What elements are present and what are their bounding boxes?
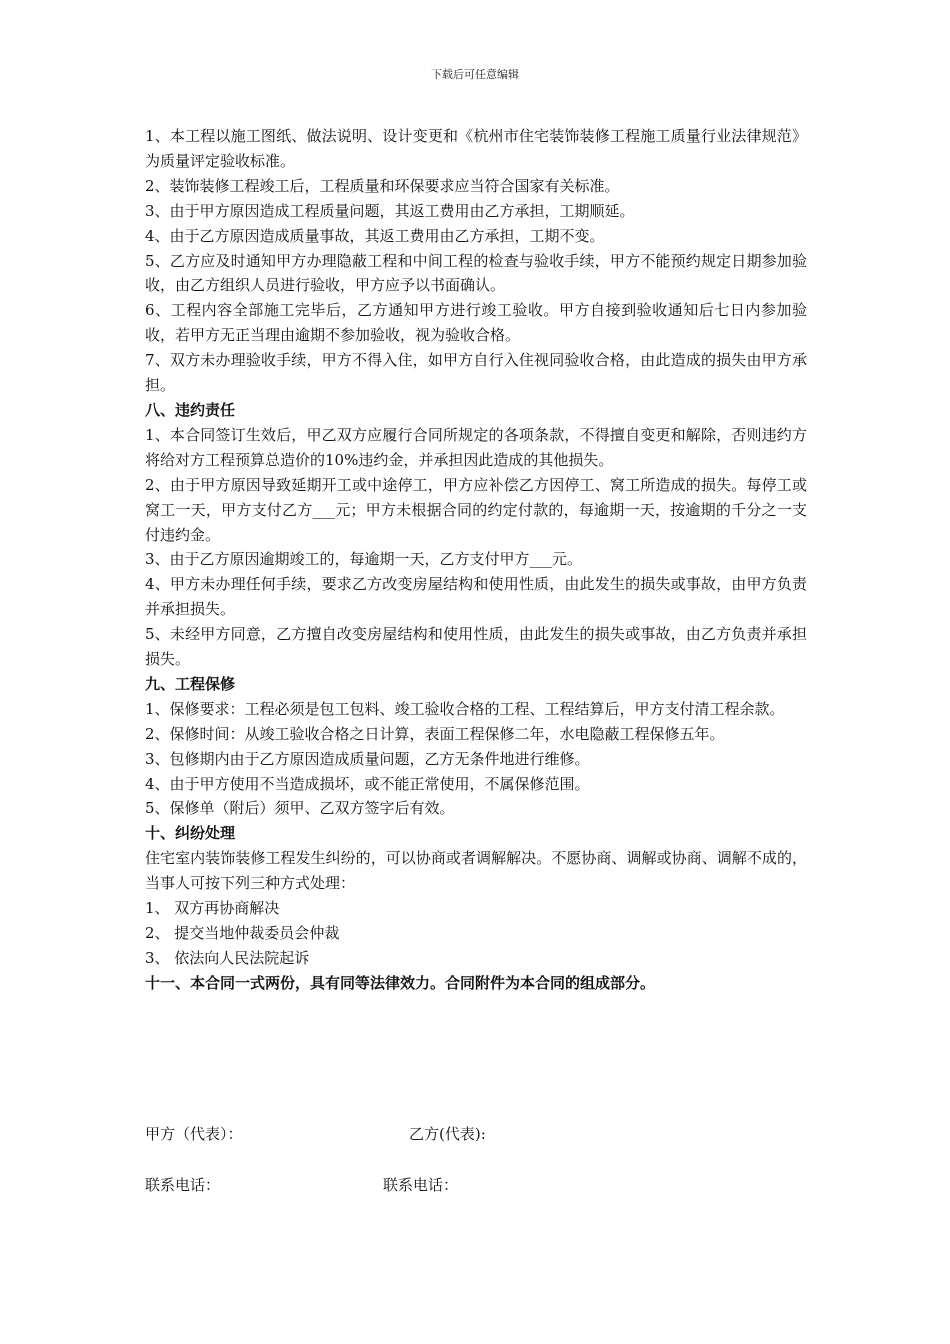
- clause-paragraph: 4、由于乙方原因造成质量事故，其返工费用由乙方承担，工期不变。: [145, 226, 605, 245]
- party-a-phone-label: 联系电话：: [145, 1176, 221, 1194]
- clause-paragraph: 2、由于甲方原因导致延期开工或中途停工，甲方应补偿乙方因停工、窝工所造成的损失。每停工或窝工一天，甲方支付乙方___元；甲方未根据合同的约定付款的，每逾期一天，按逾期的千分之一支付违约金。: [145, 475, 807, 544]
- clause-paragraph: 1、保修要求：工程必须是包工包料、竣工验收合格的工程、工程结算后，甲方支付清工程余款。: [145, 699, 785, 718]
- section-heading: 八、违约责任: [145, 400, 236, 419]
- clause-paragraph: 6、工程内容全部施工完毕后，乙方通知甲方进行竣工验收。甲方自接到验收通知后七日内参加验收，若甲方无正当理由逾期不参加验收，视为验收合格。: [145, 301, 807, 345]
- party-a-representative-label: 甲方（代表）：: [145, 1125, 243, 1143]
- clause-paragraph: 5、乙方应及时通知甲方办理隐蔽工程和中间工程的检查与验收手续，甲方不能预约规定日期参加验收，由乙方组织人员进行验收，甲方应予以书面确认。: [145, 251, 807, 295]
- section-heading: 十一、本合同一式两份，具有同等法律效力。合同附件为本合同的组成部分。: [145, 973, 656, 992]
- clause-paragraph: 7、双方未办理验收手续，甲方不得入住，如甲方自行入住视同验收合格，由此造成的损失由甲方承担。: [145, 351, 807, 395]
- clause-paragraph: 住宅室内装饰装修工程发生纠纷的，可以协商或者调解解决。不愿协商、调解或协商、调解不成的，当事人可按下列三种方式处理：: [145, 849, 807, 893]
- clause-paragraph: 3、由于甲方原因造成工程质量问题，其返工费用由乙方承担，工期顺延。: [145, 201, 635, 220]
- clause-paragraph: 3、包修期内由于乙方原因造成质量问题，乙方无条件地进行维修。: [145, 749, 590, 768]
- clause-paragraph: 3、由于乙方原因逾期竣工的，每逾期一天，乙方支付甲方___元。: [145, 550, 583, 569]
- clause-paragraph: 5、未经甲方同意，乙方擅自改变房屋结构和使用性质，由此发生的损失或事故，由乙方负责并承担损失。: [145, 625, 807, 669]
- contract-body: [145, 124, 807, 996]
- clause-paragraph: 1、本工程以施工图纸、做法说明、设计变更和《杭州市住宅装饰装修工程施工质量行业法律规范》为质量评定验收标准。: [145, 127, 807, 170]
- clause-paragraph: 2、装饰装修工程竣工后，工程质量和环保要求应当符合国家有关标准。: [145, 176, 620, 195]
- clause-paragraph: 1、本合同签订生效后，甲乙双方应履行合同所规定的各项条款，不得擅自变更和解除，否则违约方将给对方工程预算总造价的10%违约金，并承担因此造成的其他损失。: [145, 425, 807, 469]
- clause-paragraph: 5、保修单（附后）须甲、乙双方签字后有效。: [145, 799, 455, 818]
- section-heading: 十、纠纷处理: [145, 824, 236, 843]
- clause-paragraph: 2、保修时间：从竣工验收合格之日计算，表面工程保修二年，水电隐蔽工程保修五年。: [145, 724, 725, 743]
- party-b-phone-label: 联系电话：: [383, 1176, 459, 1194]
- clause-paragraph: 4、甲方未办理任何手续，要求乙方改变房屋结构和使用性质，由此发生的损失或事故，由甲方负责并承担损失。: [145, 575, 807, 619]
- clause-paragraph: 1、 双方再协商解决: [145, 899, 280, 918]
- section-heading: 九、工程保修: [145, 674, 236, 693]
- party-b-representative-label: 乙方(代表):: [409, 1125, 486, 1143]
- page-header: 下载后可任意编辑: [431, 68, 519, 81]
- clause-paragraph: 4、由于甲方使用不当造成损坏，或不能正常使用，不属保修范围。: [145, 774, 590, 793]
- clause-paragraph: 3、 依法向人民法院起诉: [145, 948, 310, 967]
- clause-paragraph: 2、 提交当地仲裁委员会仲裁: [145, 924, 340, 942]
